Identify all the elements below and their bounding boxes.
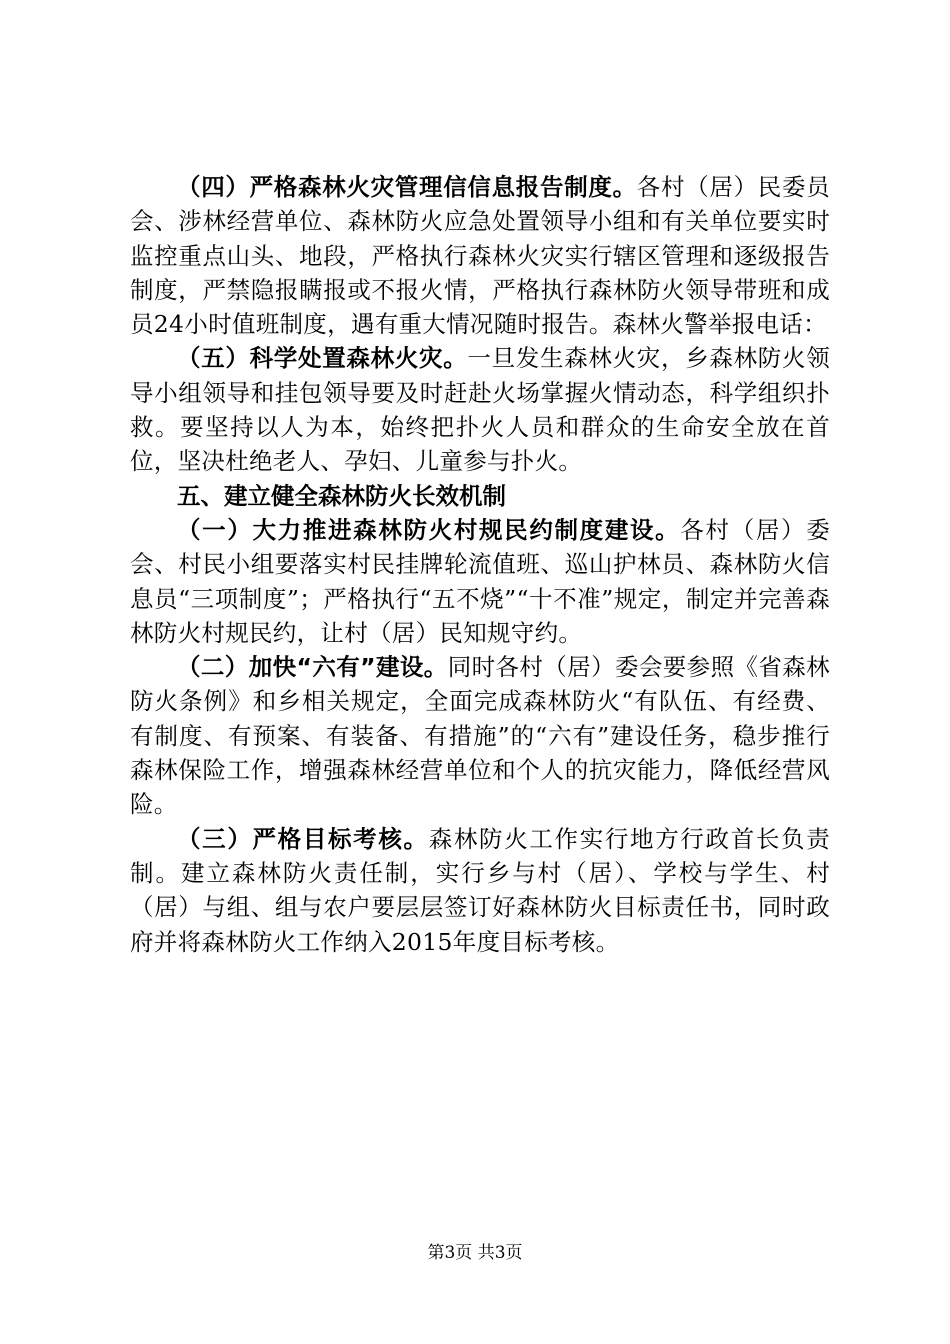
paragraph-six-haves — [130, 650, 830, 821]
document-body — [130, 170, 830, 959]
paragraph-text: 同时各村（居）委会要参照《省森林防火条例》和乡相关规定，全面完成森林防火“有队伍、有经费、有制度、有预案、有装备、有措施”的“六有”建设任务，稳步推行森林保险工作，增强森林经营单位和个人的抗灾能力，降低经营风险。 — [130, 653, 830, 819]
paragraph-lead: （三）严格目标考核。 — [177, 824, 429, 853]
paragraph-fire-reporting — [130, 170, 830, 341]
paragraph-text: 一旦发生森林火灾，乡森林防火领导小组领导和挂包领导要及时赶赴火场掌握火情动态，科学组织扑救。要坚持以人为本，始终把扑火人员和群众的生命安全放在首位，坚决杜绝老人、孕妇、儿童参与扑火。 — [130, 344, 831, 476]
paragraph-lead: （四）严格森林火灾管理信信息报告制度。 — [177, 173, 637, 201]
paragraph-text: 森林防火工作实行地方行政首长负责制。建立森林防火责任制，实行乡与村（居）、学校与学生、村（居）与组、组与农户要层层签订好森林防火目标责任书，同时政府并将森林防火工作纳入2015年度目标考核。 — [130, 824, 830, 956]
paragraph-village-rules — [130, 513, 830, 650]
paragraph-fire-handling — [130, 341, 830, 478]
paragraph-text: 各村（居）民委员会、涉林经营单位、森林防火应急处置领导小组和有关单位要实时监控重点山头、地段，严格执行森林火灾实行辖区管理和逐级报告制度，严禁隐报瞒报或不报火情，严格执行森林防火领导带班和成员24小时值班制度，遇有重大情况随时报告。森林火警举报电话： — [130, 173, 830, 339]
paragraph-lead: （一）大力推进森林防火村规民约制度建设。 — [177, 515, 681, 544]
paragraph-target-assessment — [130, 822, 830, 959]
paragraph-lead: （二）加快“六有”建设。 — [177, 653, 448, 682]
paragraph-lead: （五）科学处置森林火灾。 — [177, 344, 468, 373]
section-heading: 五、建立健全森林防火长效机制 — [177, 481, 506, 510]
paragraph-text: 各村（居）委会、村民小组要落实村民挂牌轮流值班、巡山护林员、森林防火信息员“三项制度”；严格执行“五不烧”“十不准”规定，制定并完善森林防火村规民约，让村（居）民知规守约。 — [130, 515, 830, 647]
page-number-footer: 第3页 共3页 — [427, 1243, 523, 1263]
